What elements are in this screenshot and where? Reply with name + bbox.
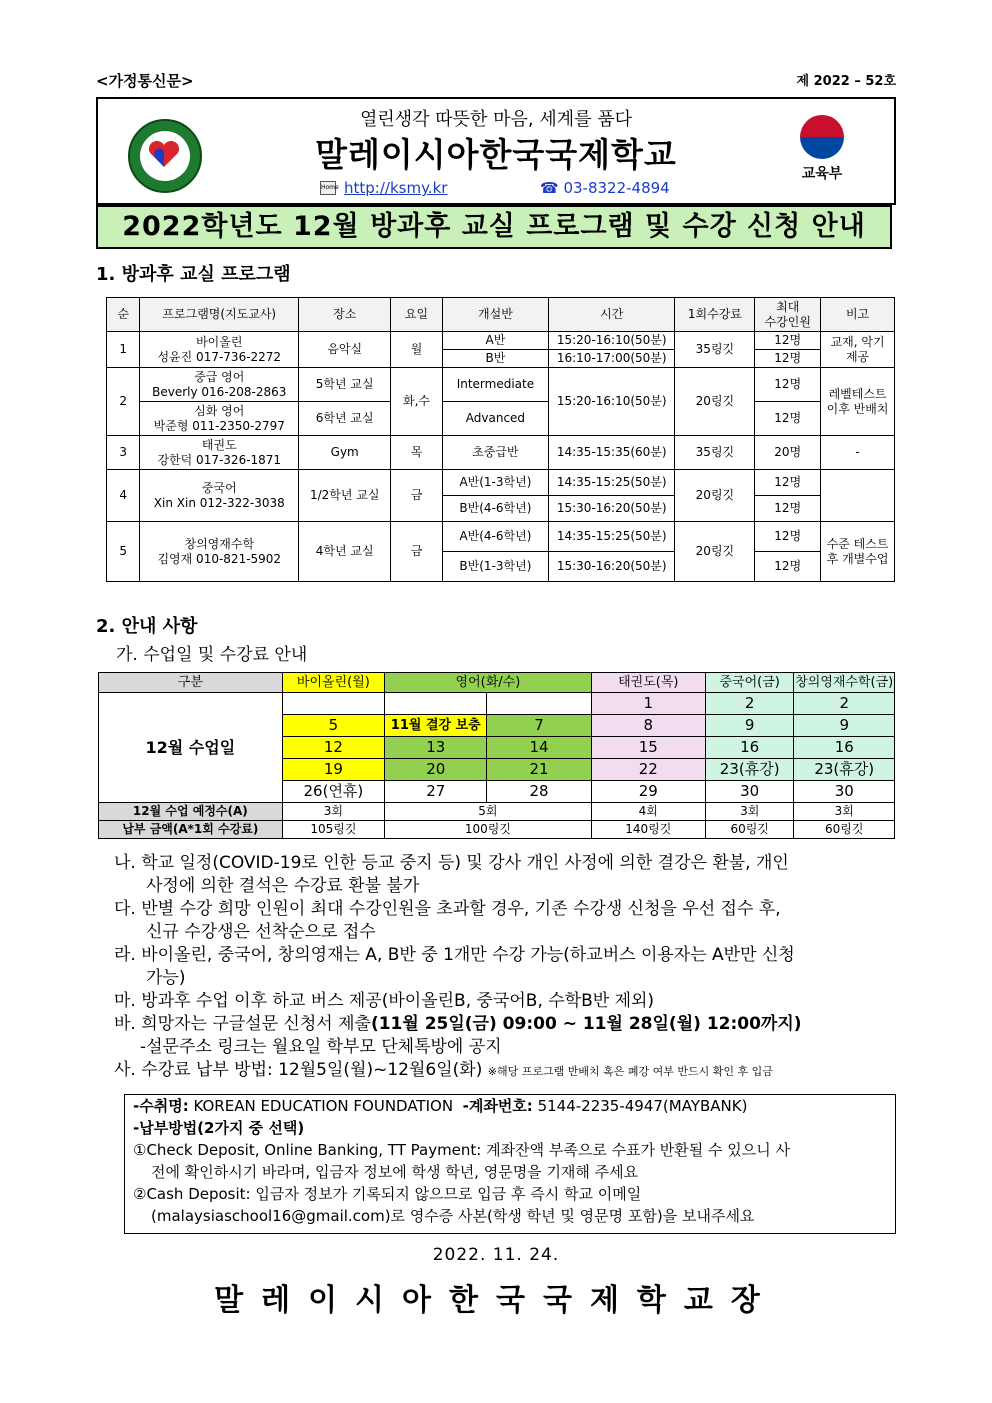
program-name: 창의영재수학: [184, 536, 255, 551]
day-cell: 30: [705, 781, 794, 803]
schedule-table: [98, 672, 895, 839]
pay-label: 납부 금액(A*1회 수강료): [99, 821, 283, 839]
day-cell: 27: [385, 781, 487, 803]
day-cell: [385, 693, 487, 715]
time: 14:35-15:25(50분): [549, 470, 675, 496]
ministry-label: 교육부: [801, 166, 843, 182]
time: 15:20-16:10(50분): [549, 368, 675, 436]
row-no: 3: [107, 436, 140, 470]
program-cell: [140, 368, 299, 402]
day-cell: 13: [385, 737, 487, 759]
school-phone: ☎ 03-8322-4894: [540, 179, 670, 197]
note: 레벨테스트 이후 반배치: [821, 368, 895, 436]
payee-label: -수취명:: [133, 1097, 189, 1115]
capacity: 12명: [755, 552, 821, 582]
place: Gym: [299, 436, 391, 470]
payee: KOREAN EDUCATION FOUNDATION: [193, 1097, 454, 1115]
notice-list: [114, 852, 898, 1083]
day-cell: 23(휴강): [794, 759, 895, 781]
day: 목: [391, 436, 443, 470]
count-label: 12월 수업 예정수(A): [99, 803, 283, 821]
th-capacity: 최대 수강인원: [755, 298, 821, 332]
fee: 35링깃: [675, 332, 755, 368]
class: Advanced: [442, 402, 548, 436]
day-cell: [487, 693, 591, 715]
day-cell: 16: [705, 737, 794, 759]
row-no: 1: [107, 332, 140, 368]
class: A반: [442, 332, 548, 350]
note-ba-deadline: (11월 25일(금) 09:00 ~ 11월 28일(월) 12:00까지): [370, 1014, 802, 1034]
day-cell: 23(휴강): [705, 759, 794, 781]
th-class: 개설반: [442, 298, 548, 332]
day-cell: 28: [487, 781, 591, 803]
table-row: [107, 436, 895, 470]
th-math: 창의영재수학(금): [794, 673, 895, 693]
capacity: 12명: [755, 470, 821, 496]
payment-method-title: -납부방법(2가지 중 선택): [133, 1119, 305, 1137]
note: -: [821, 436, 895, 470]
day-cell: [282, 693, 384, 715]
capacity: 12명: [755, 522, 821, 552]
time: 14:35-15:35(60분): [549, 436, 675, 470]
program-cell: [140, 402, 299, 436]
day: 금: [391, 522, 443, 582]
method-1: ①Check Deposit, Online Banking, TT Payment: 계좌잔액 부족으로 수표가 반환될 수 있으니 사: [133, 1141, 791, 1159]
note-ma: 마. 방과후 수업 이후 하교 버스 제공(바이올린B, 중국어B, 수학B반 제외): [114, 991, 655, 1011]
table-row: [107, 522, 895, 552]
day-cell: 9: [705, 715, 794, 737]
th-label: 구분: [99, 673, 283, 693]
count-cell: 4회: [591, 803, 705, 821]
school-website-link[interactable]: http://ksmy.kr: [344, 179, 448, 197]
day-cell: 29: [591, 781, 705, 803]
day-cell: 14: [487, 737, 591, 759]
pay-cell: 60링깃: [705, 821, 794, 839]
th-chinese: 중국어(금): [705, 673, 794, 693]
table-row: [107, 368, 895, 402]
day-cell: 7: [487, 715, 591, 737]
fee: 20링깃: [675, 368, 755, 436]
subsection-ga: 가. 수업일 및 수강료 안내: [116, 645, 308, 665]
day-cell: 22: [591, 759, 705, 781]
program-name: 태권도: [201, 437, 237, 452]
home-icon: Home: [320, 181, 336, 195]
table-row: [107, 402, 895, 436]
table-row: [107, 470, 895, 496]
day-cell: 20: [385, 759, 487, 781]
capacity: 12명: [755, 368, 821, 402]
th-tkd: 태권도(목): [591, 673, 705, 693]
program-name: 바이올린: [196, 334, 243, 349]
class: B반(1-3학년): [442, 552, 548, 582]
program-cell: [140, 522, 299, 582]
time: 16:10-17:00(50분): [549, 350, 675, 368]
th-note: 비고: [821, 298, 895, 332]
count-cell: 3회: [794, 803, 895, 821]
teacher: 성윤진 017-736-2272: [157, 349, 282, 364]
day-cell: 5: [282, 715, 384, 737]
section2-title: 2. 안내 사항: [96, 616, 198, 637]
th-violin: 바이올린(월): [282, 673, 384, 693]
school-header: [96, 97, 896, 205]
method-2-cont: (malaysiaschool16@gmail.com)로 영수증 사본(학생 학년 및 영문명 포함)을 보내주세요: [151, 1207, 755, 1225]
pay-cell: 60링깃: [794, 821, 895, 839]
note-ra-cont: 가능): [146, 968, 186, 988]
class: B반(4-6학년): [442, 496, 548, 522]
day: 금: [391, 470, 443, 522]
note-na: 나. 학교 일정(COVID-19로 인한 등교 중지 등) 및 강사 개인 사정에 의한 결강은 환불, 개인: [114, 853, 789, 873]
note-sa-small: ※해당 프로그램 반배치 혹은 폐강 여부 반드시 확인 후 입금: [487, 1065, 773, 1078]
note-na-cont: 사정에 의한 결석은 수강료 환불 불가: [146, 876, 420, 896]
table-row: [99, 693, 895, 715]
program-name: 심화 영어: [194, 403, 245, 418]
method-2: ②Cash Deposit: 입금자 정보가 기록되지 않으므로 입금 후 즉시 학교 이메일: [133, 1185, 642, 1203]
th-time: 시간: [549, 298, 675, 332]
row-label: 12월 수업일: [99, 693, 283, 803]
teacher: 김영재 010-821-5902: [157, 551, 282, 566]
taegeuk-icon: [800, 115, 844, 159]
doc-number: 제 2022 – 52호: [796, 74, 896, 89]
day-cell: 11월 결강 보충: [385, 715, 487, 737]
school-name: 말레이시아한국국제학교: [315, 135, 677, 174]
table-row: [99, 803, 895, 821]
fee: 20링깃: [675, 470, 755, 522]
day-cell: 12: [282, 737, 384, 759]
count-cell: 3회: [282, 803, 384, 821]
table-row: [107, 332, 895, 350]
program-cell: [140, 436, 299, 470]
th-place: 장소: [299, 298, 391, 332]
note-da: 다. 반별 수강 희망 인원이 최대 수강인원을 초과할 경우, 기존 수강생 신청을 우선 접수 후,: [114, 899, 781, 919]
program-name: 중급 영어: [194, 369, 245, 384]
th-english: 영어(화/수): [385, 673, 592, 693]
day-cell: 1: [591, 693, 705, 715]
method-1-cont: 전에 확인하시기 바라며, 입금자 정보에 학생 학년, 영문명을 기재해 주세요: [151, 1163, 639, 1181]
day: 화,수: [391, 368, 443, 436]
ministry-logo: [792, 115, 852, 185]
capacity: 20명: [755, 436, 821, 470]
table-row: [99, 821, 895, 839]
fee: 35링깃: [675, 436, 755, 470]
day-cell: 19: [282, 759, 384, 781]
pay-cell: 100링깃: [385, 821, 592, 839]
account-label: -계좌번호:: [462, 1097, 533, 1115]
day-cell: 2: [794, 693, 895, 715]
th-fee: 1회수강료: [675, 298, 755, 332]
th-no: 순: [107, 298, 140, 332]
pay-cell: 105링깃: [282, 821, 384, 839]
pay-cell: 140링깃: [591, 821, 705, 839]
capacity: 12명: [755, 496, 821, 522]
place: 6학년 교실: [299, 402, 391, 436]
teacher: 박준형 011-2350-2797: [153, 418, 285, 433]
issue-date: 2022. 11. 24.: [432, 1245, 560, 1265]
day-cell: 26(연휴): [282, 781, 384, 803]
time: 15:30-16:20(50분): [549, 552, 675, 582]
day-cell: 8: [591, 715, 705, 737]
day-cell: 21: [487, 759, 591, 781]
teacher: Xin Xin 012-322-3038: [153, 495, 285, 510]
program-name: 중국어: [201, 480, 237, 495]
capacity: 12명: [755, 402, 821, 436]
notice-title: 2022학년도 12월 방과후 교실 프로그램 및 수강 신청 안내: [96, 205, 892, 249]
time: 15:20-16:10(50분): [549, 332, 675, 350]
payment-box: [124, 1094, 896, 1234]
class: A반(4-6학년): [442, 522, 548, 552]
note-sa: 사. 수강료 납부 방법: 12월5일(월)~12월6일(화): [114, 1060, 483, 1080]
place: 5학년 교실: [299, 368, 391, 402]
class: Intermediate: [442, 368, 548, 402]
day-cell: 9: [794, 715, 895, 737]
row-no: 4: [107, 470, 140, 522]
place: 4학년 교실: [299, 522, 391, 582]
th-day: 요일: [391, 298, 443, 332]
row-no: 5: [107, 522, 140, 582]
note-ra: 라. 바이올린, 중국어, 창의영재는 A, B반 중 1개만 수강 가능(하교버스 이용자는 A반만 신청: [114, 945, 795, 965]
note: [821, 470, 895, 522]
capacity: 12명: [755, 350, 821, 368]
doc-type: <가정통신문>: [96, 72, 194, 90]
count-cell: 5회: [385, 803, 592, 821]
th-program: 프로그램명(지도교사): [140, 298, 299, 332]
count-cell: 3회: [705, 803, 794, 821]
time: 15:30-16:20(50분): [549, 496, 675, 522]
teacher: 강한덕 017-326-1871: [157, 452, 282, 467]
class: 초중급반: [442, 436, 548, 470]
class: A반(1-3학년): [442, 470, 548, 496]
account-number: 5144-2235-4947(MAYBANK): [537, 1097, 748, 1115]
place: 음악실: [299, 332, 391, 368]
day-cell: 30: [794, 781, 895, 803]
program-cell: [140, 470, 299, 522]
note: 수준 테스트 후 개별수업: [821, 522, 895, 582]
note-da-cont: 신규 수강생은 선착순으로 접수: [146, 922, 376, 942]
program-cell: [140, 332, 299, 368]
top-line: [96, 70, 896, 90]
day-cell: 15: [591, 737, 705, 759]
row-no: 2: [107, 368, 140, 436]
class: B반: [442, 350, 548, 368]
place: 1/2학년 교실: [299, 470, 391, 522]
day-cell: 2: [705, 693, 794, 715]
teacher: Beverly 016-208-2863: [152, 384, 287, 399]
note: 교재, 악기 제공: [821, 332, 895, 368]
program-table: [106, 297, 895, 582]
day-cell: 16: [794, 737, 895, 759]
capacity: 12명: [755, 332, 821, 350]
note-ba-cont: -설문주소 링크는 월요일 학부모 단체톡방에 공지: [140, 1037, 502, 1057]
school-slogan: 열린생각 따뜻한 마음, 세계를 품다: [359, 109, 633, 130]
section1-title: 1. 방과후 교실 프로그램: [96, 264, 291, 285]
signature-line: 말레이시아한국국제학교장: [214, 1283, 778, 1318]
day: 월: [391, 332, 443, 368]
note-ba: 바. 희망자는 구글설문 신청서 제출: [114, 1014, 371, 1034]
time: 14:35-15:25(50분): [549, 522, 675, 552]
fee: 20링깃: [675, 522, 755, 582]
